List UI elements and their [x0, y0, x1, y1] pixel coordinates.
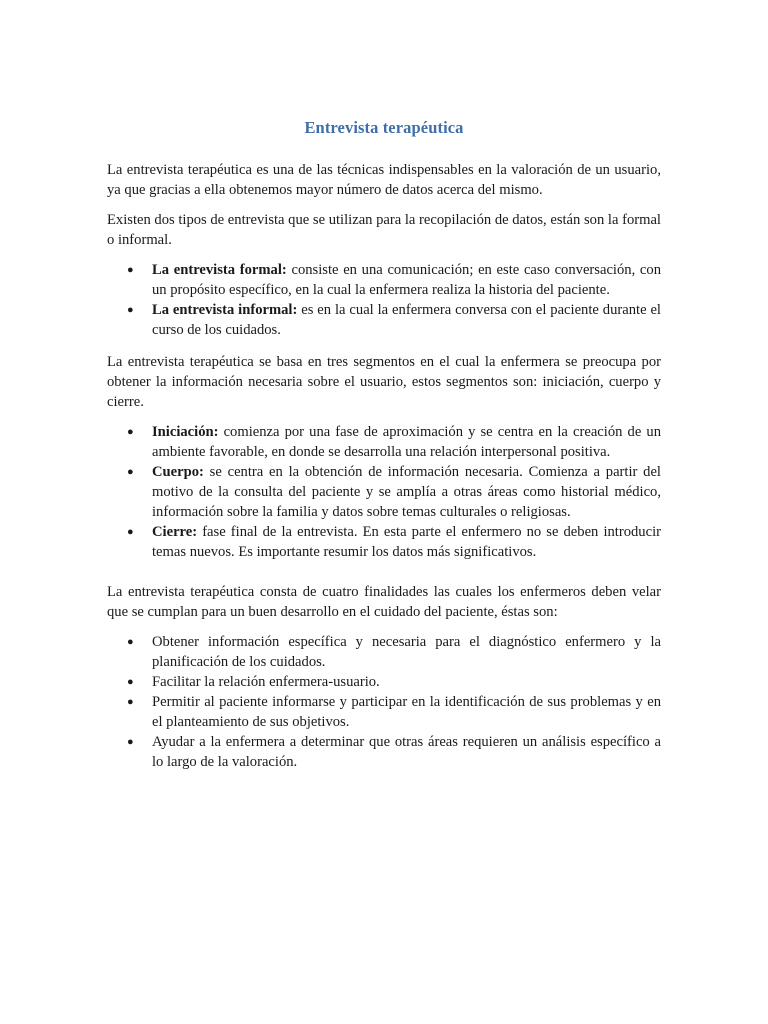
list-item-text: Facilitar la relación enfermera-usuario.	[152, 674, 380, 690]
list-item	[107, 260, 661, 300]
document-page	[107, 118, 661, 782]
interview-segments-list	[107, 422, 661, 562]
list-item-term: La entrevista informal:	[152, 302, 298, 318]
list-item	[107, 632, 661, 672]
list-item-term: Cierre:	[152, 524, 198, 540]
bullet-icon: ●	[127, 696, 134, 708]
paragraph-goals-intro: La entrevista terapéutica consta de cuatro finalidades las cuales los enfermeros deben velar que se cumplan para un buen desarrollo en el cuidado del paciente, éstas son:	[107, 584, 661, 620]
bullet-icon: ●	[127, 526, 134, 538]
list-item-text: Ayudar a la enfermera a determinar que otras áreas requieren un análisis específico a lo largo de la valoración.	[152, 734, 661, 770]
document-title: Entrevista terapéutica	[304, 118, 464, 137]
bullet-icon: ●	[127, 264, 134, 276]
paragraph-segments-intro: La entrevista terapéutica se basa en tres segmentos en el cual la enfermera se preocupa por obtener la información necesaria sobre el usuario, estos segmentos son: iniciación, cuerpo y cierre.	[107, 354, 661, 410]
list-item-text: se centra en la obtención de información necesaria. Comienza a partir del motivo de la consulta del paciente y se amplía a otras áreas como historial médico, información sobre la familia y datos sobre temas culturales o religiosas.	[152, 464, 661, 520]
list-item-text: comienza por una fase de aproximación y se centra en la creación de un ambiente favorable, en donde se desarrolla una relación interpersonal positiva.	[152, 424, 661, 460]
list-item	[107, 522, 661, 562]
bullet-icon: ●	[127, 466, 134, 478]
bullet-icon: ●	[127, 636, 134, 648]
interview-goals-list	[107, 632, 661, 772]
list-item	[107, 732, 661, 772]
list-item	[107, 422, 661, 462]
list-item	[107, 672, 661, 692]
bullet-icon: ●	[127, 426, 134, 438]
list-item-term: Cuerpo:	[152, 464, 204, 480]
paragraph-intro: La entrevista terapéutica es una de las técnicas indispensables en la valoración de un usuario, ya que gracias a ella obtenemos mayor número de datos acerca del mismo.	[107, 162, 661, 198]
list-item	[107, 300, 661, 340]
bullet-icon: ●	[127, 676, 134, 688]
list-item-text: Permitir al paciente informarse y participar en la identificación de sus problemas y en el planteamiento de sus objetivos.	[152, 694, 661, 730]
list-item-text: Obtener información específica y necesaria para el diagnóstico enfermero y la planificación de los cuidados.	[152, 634, 661, 670]
list-item-text: fase final de la entrevista. En esta parte el enfermero no se deben introducir temas nuevos. Es importante resumir los datos más significativos.	[152, 524, 661, 560]
bullet-icon: ●	[127, 736, 134, 748]
interview-types-list	[107, 260, 661, 340]
list-item-term: Iniciación:	[152, 424, 219, 440]
bullet-icon: ●	[127, 304, 134, 316]
list-item-term: La entrevista formal:	[152, 262, 287, 278]
paragraph-types-intro: Existen dos tipos de entrevista que se utilizan para la recopilación de datos, están son la formal o informal.	[107, 212, 661, 248]
list-item	[107, 462, 661, 522]
list-item	[107, 692, 661, 732]
list-item-text: consiste en una comunicación; en este caso conversación, con un propósito específico, en la cual la enfermera realiza la historia del paciente.	[152, 262, 661, 298]
list-item-text: es en la cual la enfermera conversa con el paciente durante el curso de los cuidados.	[152, 302, 661, 338]
